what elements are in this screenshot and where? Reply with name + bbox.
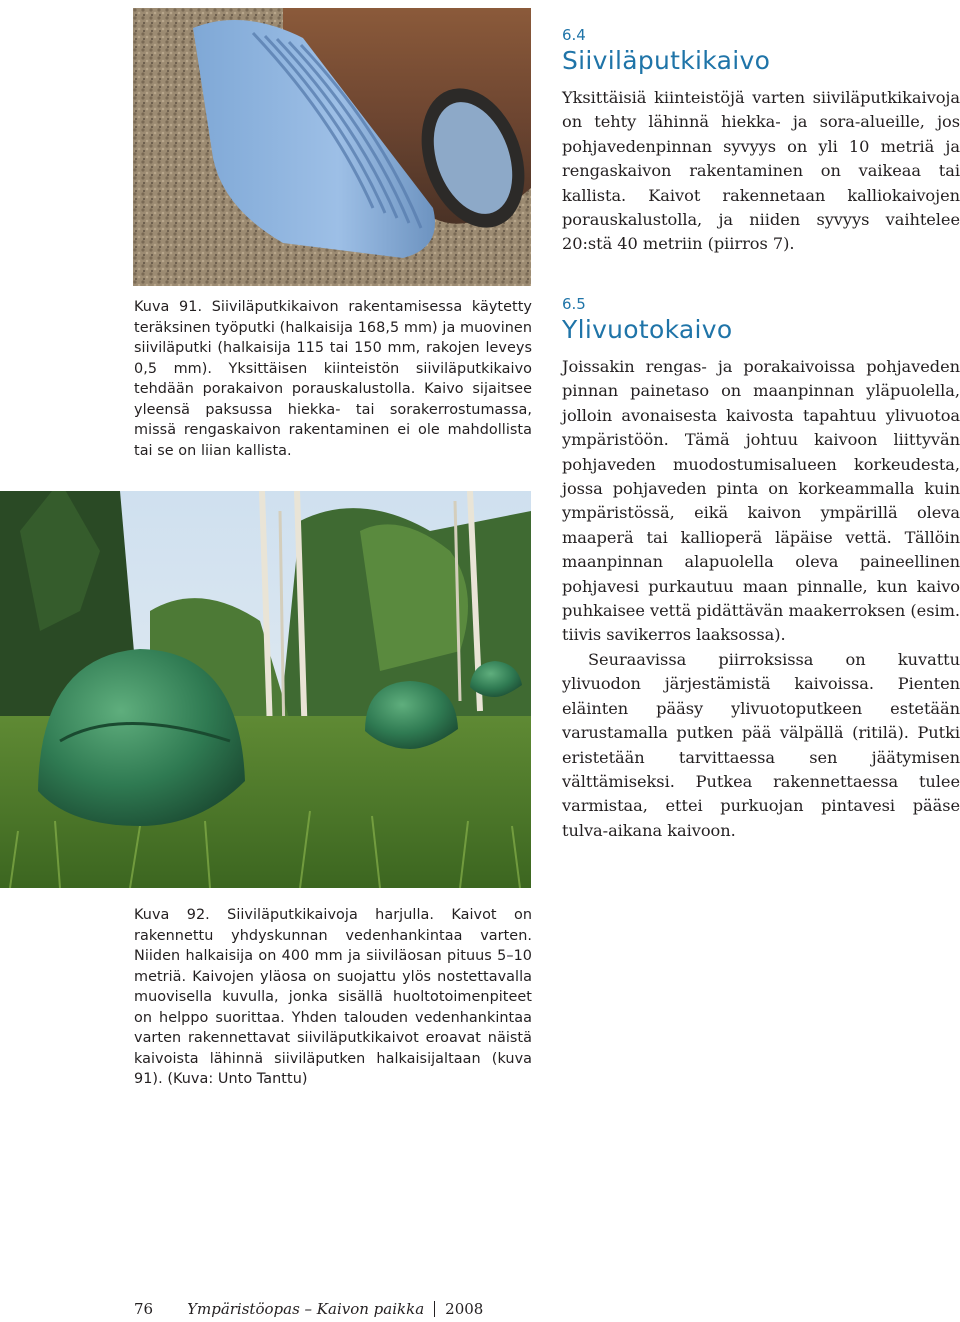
page-number: 76 (134, 1300, 154, 1318)
figure-91-caption (134, 297, 532, 461)
section-6-5-number: 6.5 (562, 295, 586, 313)
pipe-photo (133, 8, 531, 286)
section-6-5-title: Ylivuotokaivo (562, 315, 733, 344)
page-footer (134, 1300, 483, 1318)
wells-photo-graphic (0, 491, 531, 888)
wells-photo (0, 491, 531, 888)
section-6-4-title: Siiviläputkikaivo (562, 46, 771, 75)
section-6-4-paragraph: Yksittäisiä kiinteistöjä varten siiviläputkikaivoja on tehty lähinnä hiekka- ja sora-alueille, jos pohjavedenpinnan syvyys on yli 10 metriä ja rengaskaivon rakentaminen on vaikeaa tai kallista. Kaivot rakennetaan kalliokaivojen porauskalustolla, ja niiden syvyys vaihtelee 20:stä 40 metriin (piirros 7). (562, 88, 960, 254)
figure-92-label: Kuva 92. (134, 907, 210, 923)
section-6-4 (562, 26, 960, 257)
section-6-4-number: 6.4 (562, 26, 586, 44)
pipe-photo-graphic (133, 8, 531, 286)
figure-91-label: Kuva 91. (134, 299, 203, 315)
section-6-5-paragraph-1: Joissakin rengas- ja porakaivoissa pohjaveden pinnan painetaso on maanpinnan yläpuolella, jolloin avonaisesta kaivosta tapahtuu ylivuotoa ympäristöön. Tämä johtuu kaivoon liittyvän pohjaveden muodostumisalueen korkeudesta, jossa pohjaveden pinta on korkeammalla kuin ympäristössä, eikä kaivon ympärillä oleva maaperä tai kallioperä läpäise vettä. Tällöin maanpinnan alapuolella oleva paineellinen pohjavesi purkautuu maan pinnalle, kun kaivo puhkaisee vettä pidättävän maakerroksen (esim. tiivis savikerros laaksossa). (562, 357, 960, 645)
figure-92-text: Siiviläputkikaivoja harjulla. Kaivot on rakennettu yhdyskunnan vedenhankintaa varten. Niiden halkaisija on 400 mm ja siiviläosan pituus 5–10 metriä. Kaivojen yläosa on suojattu ylös nostettavalla muovisella kuvulla, jonka sisällä huoltotoimenpiteet on helppo suorittaa. Yhden talouden vedenhankintaa varten rakennettavat siiviläputkikaivot eroavat näistä kaivoista lähinnä siiviläputken halkaisijaltaan (kuva 91). (Kuva: Unto Tanttu) (134, 907, 532, 1087)
section-6-5 (562, 295, 960, 843)
figure-91-text: Siiviläputkikaivon rakentamisessa käytetty teräksinen työputki (halkaisija 168,5 mm) ja muovinen siiviläputki (halkaisija 115 tai 150 mm, rakojen leveys 0,5 mm). Yksittäisen kiinteistön siiviläputkikaivo tehdään porakaivon porauskalustolla. Kaivo sijaitsee yleensä paksussa hiekka- tai sorakerrostumassa, missä rengaskaivon rakentaminen ei ole mahdollista tai se on liian kallista. (134, 299, 532, 459)
publication-year: 2008 (445, 1300, 484, 1318)
footer-divider (434, 1301, 435, 1317)
figure-92-caption (134, 905, 532, 1090)
section-6-5-paragraph-2: Seuraavissa piirroksissa on kuvattu ylivuodon järjestämistä kaivoissa. Pienten eläinten pääsy ylivuotoputkeen estetään varustamalla putken pää välpällä (ritilä). Putki eristetään tarvittaessa sen jäätymisen välttämiseksi. Putkea rakennettaessa tulee varmistaa, ettei purkuojan pintavesi pääse tulva-aikana kaivoon. (562, 649, 960, 840)
publication-title: Ympäristöopas – Kaivon paikka (187, 1300, 425, 1318)
